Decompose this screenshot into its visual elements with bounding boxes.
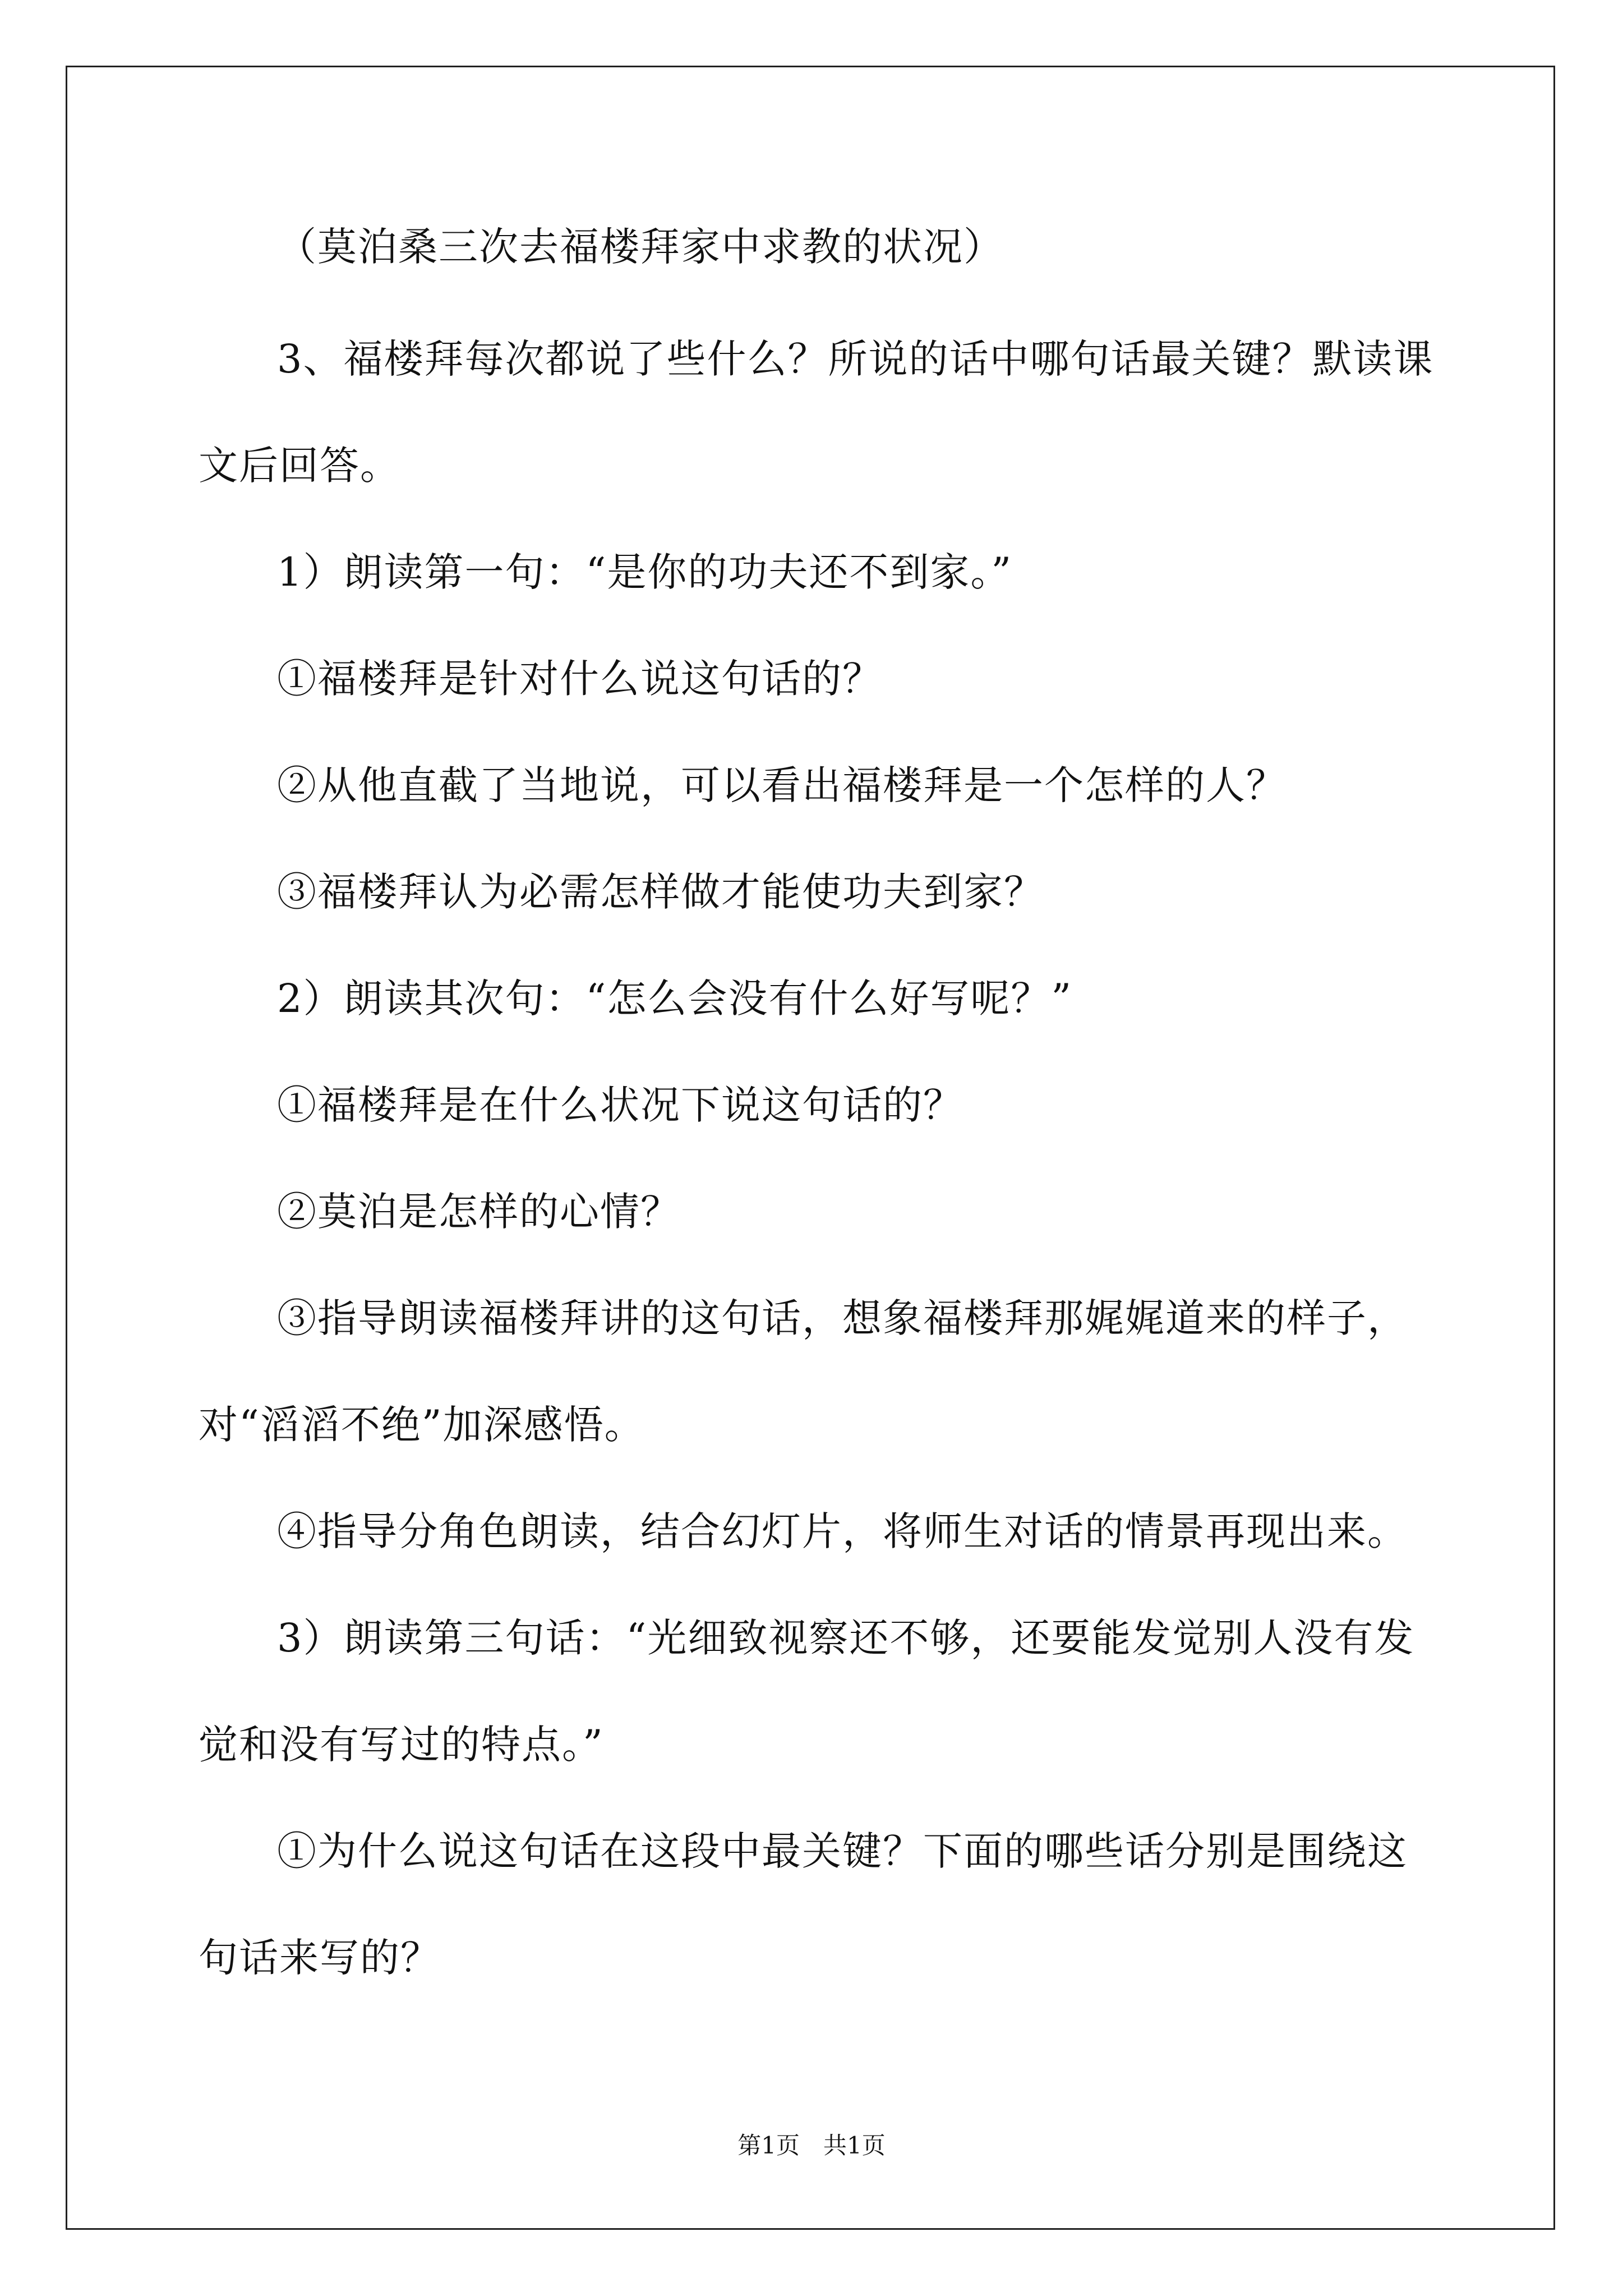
page-number-footer: 第1页 共1页 [737, 2132, 886, 2159]
paragraph-line: ①福楼拜是在什么状况下说这句话的？ [277, 1082, 963, 1128]
paragraph-line: 1）朗读第一句：“是你的功夫还不到家。” [277, 549, 1013, 595]
paragraph-line: ③指导朗读福楼拜讲的这句话，想象福楼拜那娓娓道来的样子， [277, 1295, 1408, 1341]
paragraph-line: ①为什么说这句话在这段中最关键？下面的哪些话分别是围绕这 [277, 1828, 1408, 1874]
paragraph-line: 3、福楼拜每次都说了些什么？所说的话中哪句话最关键？默读课 [277, 336, 1434, 382]
paragraph-line: ②从他直截了当地说，可以看出福楼拜是一个怎样的人？ [277, 762, 1287, 808]
paragraph-line: ①福楼拜是针对什么说这句话的？ [277, 656, 883, 702]
paragraph-line: 3）朗读第三句话：“光细致视察还不够，还要能发觉别人没有发 [277, 1615, 1415, 1661]
paragraph-line: 对“滔滔不绝”加深感悟。 [199, 1402, 645, 1448]
paragraph-line: 觉和没有写过的特点。” [199, 1722, 604, 1768]
paragraph-line: 文后回答。 [199, 443, 400, 489]
paragraph-line: 2）朗读其次句：“怎么会没有什么好写呢？” [277, 976, 1073, 1022]
paragraph-line: ③福楼拜认为必需怎样做才能使功夫到家？ [277, 869, 1044, 915]
page-border [66, 66, 1555, 2230]
paragraph-line: （莫泊桑三次去福楼拜家中求教的状况） [277, 224, 1004, 270]
paragraph-line: ④指导分角色朗读，结合幻灯片，将师生对话的情景再现出来。 [277, 1508, 1408, 1554]
paragraph-line: 句话来写的？ [199, 1935, 441, 1981]
paragraph-line: ②莫泊是怎样的心情？ [277, 1189, 681, 1235]
